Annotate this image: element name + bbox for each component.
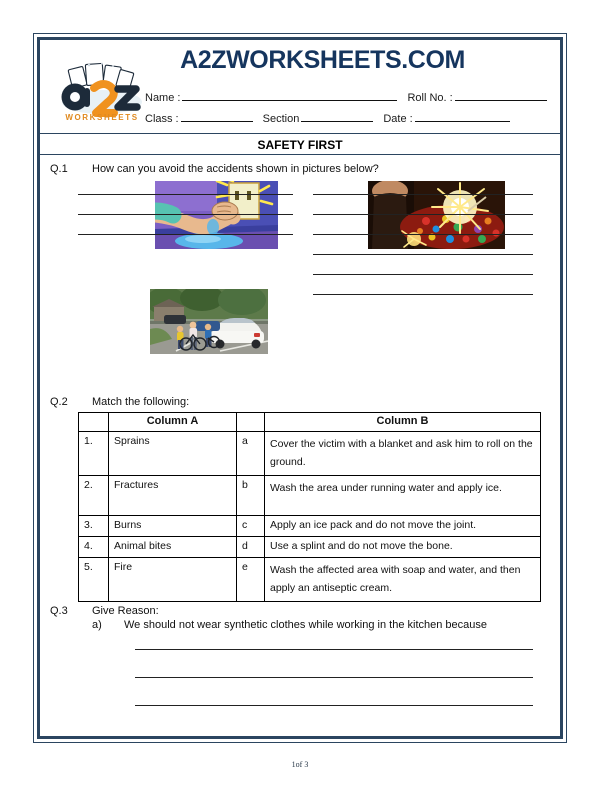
q1-answer-line-right-2[interactable] bbox=[313, 214, 533, 215]
row-column-b[interactable]: Wash the area under running water and apply ice. bbox=[265, 475, 541, 515]
class-label: Class : bbox=[145, 113, 179, 125]
table-row bbox=[79, 475, 541, 515]
page-footer: 1of 3 bbox=[291, 760, 309, 769]
q3-sub-letter: a) bbox=[92, 618, 102, 631]
question-1-heading bbox=[50, 163, 550, 175]
field-row-name bbox=[145, 90, 556, 111]
row-column-a[interactable]: Animal bites bbox=[109, 536, 237, 557]
q3-number: Q.3 bbox=[50, 604, 68, 617]
q1-answer-line-right-3[interactable] bbox=[313, 234, 533, 235]
worksheet-header bbox=[40, 40, 560, 134]
q2-number: Q.2 bbox=[50, 396, 68, 408]
site-title: A2ZWORKSHEETS.COM bbox=[180, 46, 465, 74]
row-letter: e bbox=[237, 557, 265, 601]
row-column-a[interactable]: Sprains bbox=[109, 432, 237, 476]
table-row bbox=[79, 557, 541, 601]
q3-answer-line-1[interactable] bbox=[135, 649, 533, 650]
q1-number: Q.1 bbox=[50, 163, 68, 175]
name-input[interactable] bbox=[182, 90, 397, 101]
date-label: Date : bbox=[383, 113, 413, 125]
field-row-class bbox=[145, 111, 556, 132]
worksheet-content bbox=[40, 40, 560, 736]
row-column-b[interactable]: Use a splint and do not move the bone. bbox=[265, 536, 541, 557]
header-index bbox=[79, 413, 109, 432]
row-column-b[interactable]: Apply an ice pack and do not move the joint. bbox=[265, 515, 541, 536]
name-label: Name : bbox=[145, 92, 181, 104]
roll-no-input[interactable] bbox=[455, 90, 547, 101]
roll-no-label: Roll No. : bbox=[407, 92, 453, 104]
row-letter: c bbox=[237, 515, 265, 536]
q1-text: How can you avoid the accidents shown in pictures below? bbox=[92, 163, 379, 175]
question-3-heading bbox=[50, 605, 550, 617]
q3-answer-area bbox=[50, 641, 550, 717]
q1-answer-line-right-1[interactable] bbox=[313, 194, 533, 195]
q2-text: Match the following: bbox=[92, 396, 190, 408]
table-row bbox=[79, 515, 541, 536]
worksheet-title: SAFETY FIRST bbox=[40, 134, 560, 155]
header-letter bbox=[237, 413, 265, 432]
row-column-a[interactable]: Fire bbox=[109, 557, 237, 601]
svg-text:WORKSHEETS: WORKSHEETS bbox=[65, 113, 139, 122]
row-index: 1. bbox=[79, 432, 109, 476]
children-cycling-street-image bbox=[150, 289, 268, 354]
q1-answer-line-right-6[interactable] bbox=[313, 294, 533, 295]
row-index: 4. bbox=[79, 536, 109, 557]
row-letter: d bbox=[237, 536, 265, 557]
section-input[interactable] bbox=[301, 111, 373, 122]
header-column-b: Column B bbox=[265, 413, 541, 432]
table-row bbox=[79, 536, 541, 557]
row-column-a[interactable]: Fractures bbox=[109, 475, 237, 515]
q1-answer-line-left-3[interactable] bbox=[78, 234, 293, 235]
match-the-following-table bbox=[78, 412, 541, 602]
date-input[interactable] bbox=[415, 111, 510, 122]
firecrackers-image bbox=[368, 181, 505, 249]
q3-answer-line-3[interactable] bbox=[135, 705, 533, 706]
q1-answer-area bbox=[50, 181, 550, 396]
row-index: 3. bbox=[79, 515, 109, 536]
row-column-b[interactable]: Cover the victim with a blanket and ask him to roll on the ground. bbox=[265, 432, 541, 476]
q3-text: Give Reason: bbox=[92, 604, 159, 617]
row-letter: b bbox=[237, 475, 265, 515]
q1-answer-line-left-2[interactable] bbox=[78, 214, 293, 215]
q1-answer-line-right-4[interactable] bbox=[313, 254, 533, 255]
table-row bbox=[79, 432, 541, 476]
a2z-worksheets-logo bbox=[56, 62, 148, 124]
question-2-heading bbox=[50, 396, 550, 408]
row-column-b[interactable]: Wash the affected area with soap and water, and then apply an antiseptic cream. bbox=[265, 557, 541, 601]
class-input[interactable] bbox=[181, 111, 253, 122]
row-column-a[interactable]: Burns bbox=[109, 515, 237, 536]
section-label: Section bbox=[262, 113, 300, 125]
q3-answer-line-2[interactable] bbox=[135, 677, 533, 678]
row-letter: a bbox=[237, 432, 265, 476]
worksheet-body bbox=[40, 163, 560, 717]
row-index: 2. bbox=[79, 475, 109, 515]
electric-shock-outlet-image bbox=[155, 181, 278, 249]
row-index: 5. bbox=[79, 557, 109, 601]
header-column-a: Column A bbox=[109, 413, 237, 432]
student-info-fields bbox=[145, 90, 556, 132]
table-header-row bbox=[79, 413, 541, 432]
q3-sub-question-a bbox=[50, 619, 550, 631]
q1-answer-line-left-1[interactable] bbox=[78, 194, 293, 195]
q1-answer-line-right-5[interactable] bbox=[313, 274, 533, 275]
q3-sub-text: We should not wear synthetic clothes while working in the kitchen because bbox=[124, 618, 487, 631]
